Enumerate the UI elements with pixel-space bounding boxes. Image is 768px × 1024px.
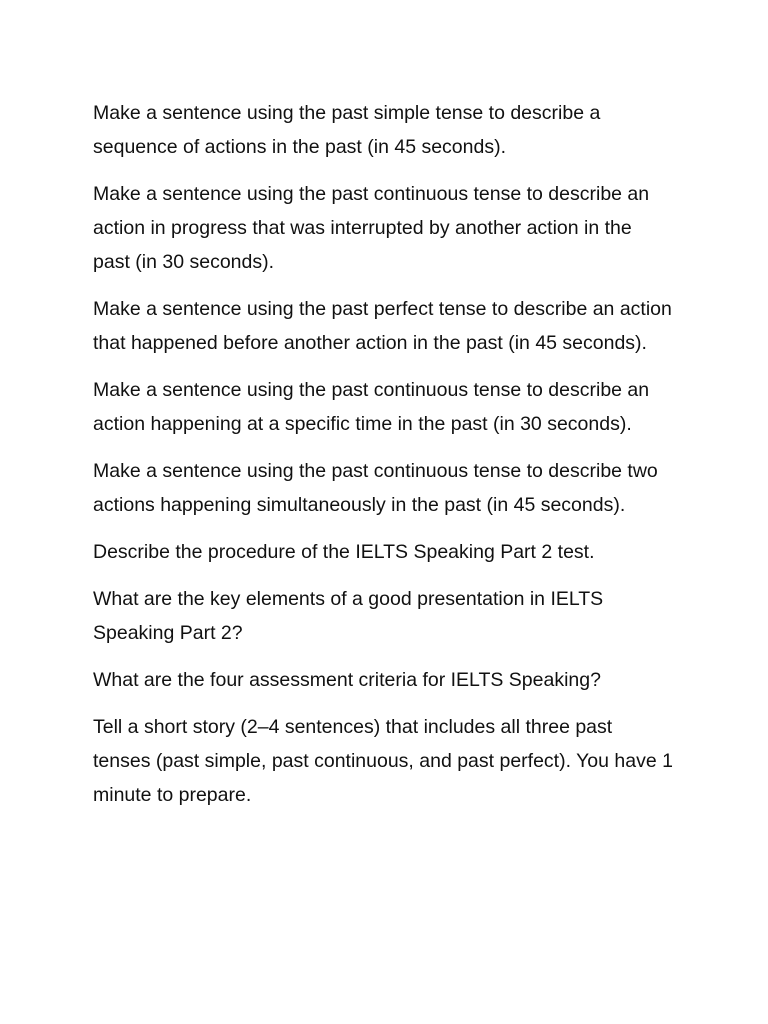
task-past-simple-sequence: Make a sentence using the past simple tense to describe a sequence of actions in the past (in 45 seconds).: [93, 102, 601, 158]
task-short-story: Tell a short story (2–4 sentences) that includes all three past tenses (past simple, past continuous, and past perfect). You have 1 minute to prepare.: [93, 716, 673, 806]
document-body: [93, 96, 673, 825]
question-presentation-elements: What are the key elements of a good presentation in IELTS Speaking Part 2?: [93, 588, 604, 644]
task-past-perfect: Make a sentence using the past perfect tense to describe an action that happened before another action in the past (in 45 seconds).: [93, 298, 672, 354]
task-past-continuous-interrupted: Make a sentence using the past continuous tense to describe an action in progress that was interrupted by another action in the past (in 30 seconds).: [93, 183, 650, 273]
question-ielts-part2-procedure: Describe the procedure of the IELTS Speaking Part 2 test.: [93, 541, 595, 563]
question-assessment-criteria: What are the four assessment criteria for IELTS Speaking?: [93, 669, 601, 691]
task-past-continuous-specific-time: Make a sentence using the past continuous tense to describe an action happening at a specific time in the past (in 30 seconds).: [93, 379, 650, 435]
task-past-continuous-simultaneous: Make a sentence using the past continuous tense to describe two actions happening simultaneously in the past (in 45 seconds).: [93, 460, 658, 516]
